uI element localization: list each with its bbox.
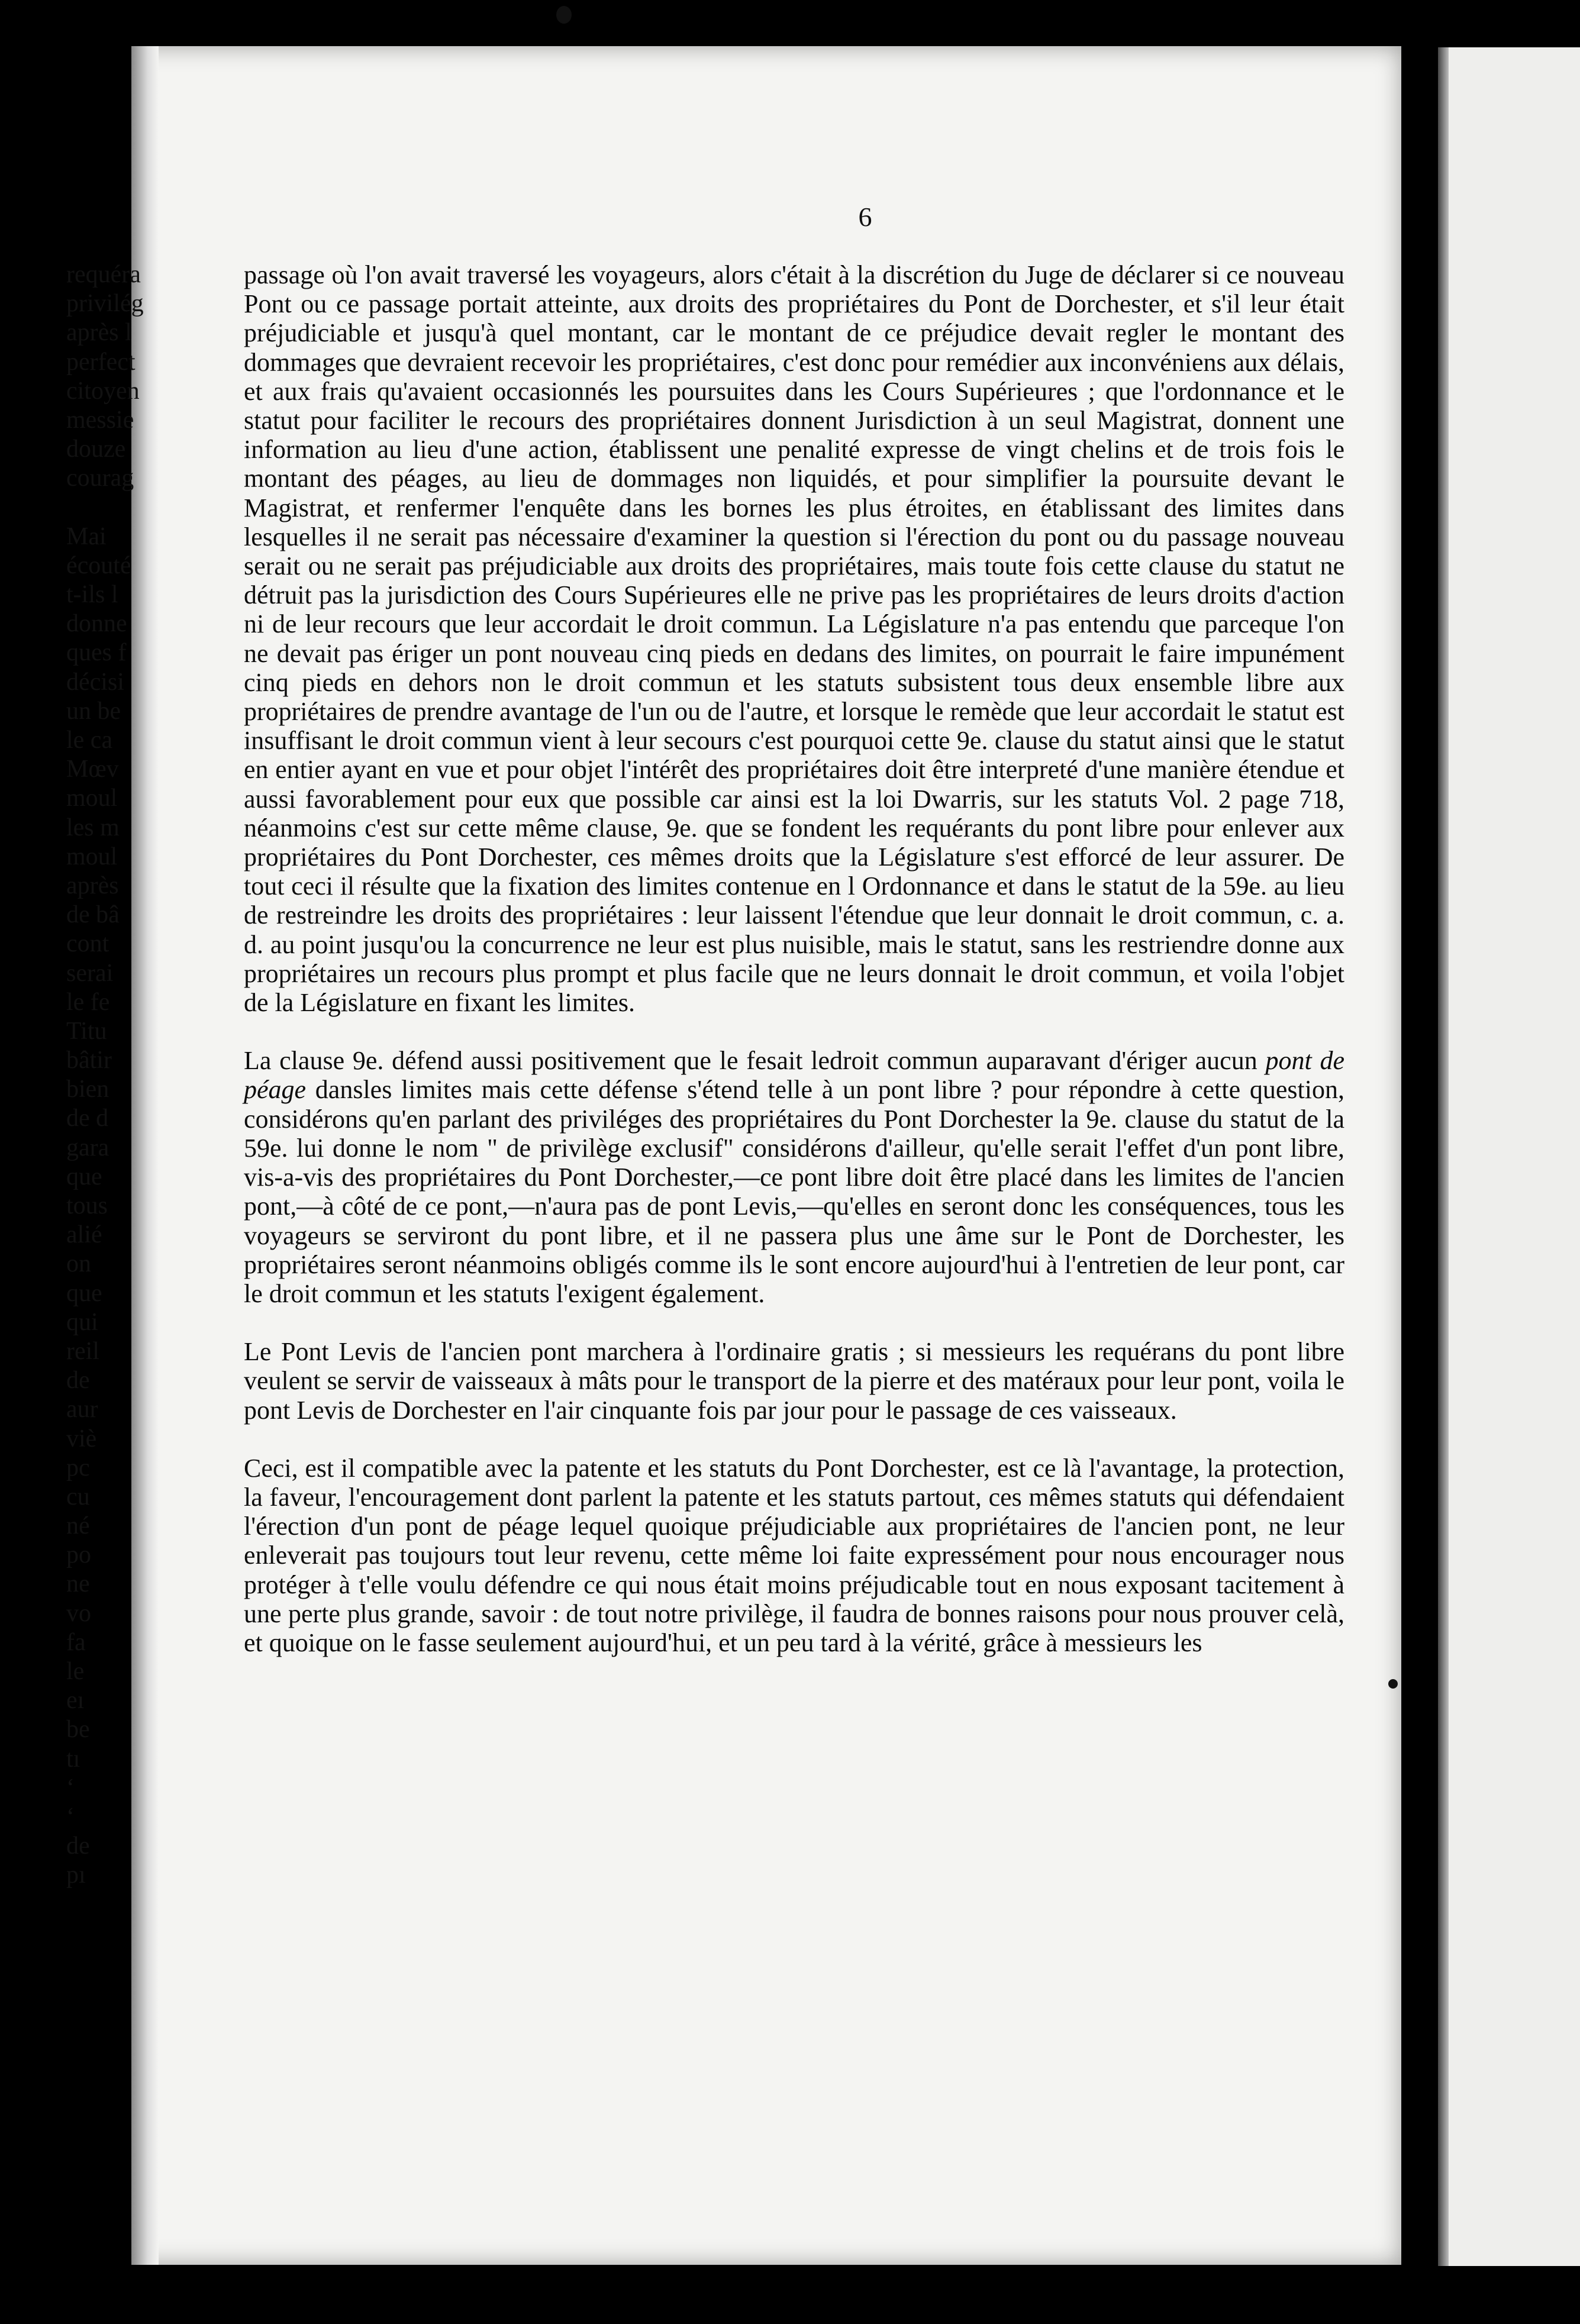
- facing-page-line: vo: [66, 1599, 91, 1627]
- paragraph-2: [244, 1046, 1344, 1308]
- scan-speck: [1388, 1679, 1398, 1689]
- facing-page-line: que: [66, 1163, 102, 1190]
- facing-page-line: on: [66, 1250, 91, 1278]
- facing-page-line: messie: [66, 406, 134, 434]
- facing-page-line: t-ils l: [66, 581, 118, 609]
- facing-page-line: eı: [66, 1687, 85, 1715]
- facing-page-line: ques f: [66, 639, 127, 667]
- facing-page-line: po: [66, 1541, 91, 1569]
- facing-page-line: Mai: [66, 522, 107, 550]
- facing-page-line: les m: [66, 814, 120, 841]
- facing-page-line: de d: [66, 1105, 109, 1132]
- facing-page-line: Titu: [66, 1017, 107, 1045]
- facing-page-line: be: [66, 1716, 90, 1744]
- paragraph-3: Le Pont Levis de l'ancien pont marchera à l'ordinaire gratis ; si messieurs les requérans du pont libre veulent se servir de vaisseaux à mâts pour le transport de la pierre et des matéraux pour leur pont, voila le pont Levis de Dorchester en l'air cinquante fois par jour pour le passage de ces vaisseaux.: [244, 1337, 1344, 1425]
- facing-page-line: moul: [66, 843, 118, 870]
- facing-page-line: de: [66, 1832, 90, 1860]
- facing-page-line: douze: [66, 435, 126, 463]
- paragraph-2-part-b: dansles limites mais cette défense s'étend telle à un pont libre ? pour répondre à cette question, considérons qu'en parlant des priviléges des propriétaires du Pont Dorchester la 9e. clause du statut de la 59e. lui donne le nom " de privilège exclusif" considérons d'ailleur, qu'elle serait l'effet d'un pont libre, vis-a-vis des propriétaires du Pont Dorchester,—ce pont libre doit être placé dans les limites de l'ancien pont,—à côté de ce pont,—n'aura pas de pont Levis,—qu'elles en seront donc les conséquences, tous les voyageurs se serviront du pont libre, et il ne passera plus une âme sur le Pont de Dorchester, les propriétaires seront néanmoins obligés comme ils le sont encore aujourd'hui à l'entretien de leur pont, car le droit commun et les statuts l'exigent également.: [244, 1075, 1344, 1308]
- facing-page-line: viè: [66, 1425, 97, 1452]
- facing-page-line: qui: [66, 1308, 98, 1336]
- facing-page-line: écouté: [66, 551, 131, 579]
- facing-page-line: serai: [66, 959, 114, 987]
- facing-page-line: requéra: [66, 261, 141, 288]
- facing-page-line: bâtir: [66, 1047, 112, 1074]
- facing-page-line: bien: [66, 1076, 109, 1103]
- facing-page-line: gara: [66, 1134, 109, 1161]
- facing-page-line: un be: [66, 697, 121, 725]
- facing-page-gutter: [1438, 47, 1449, 2266]
- facing-page-line: ‘: [66, 1774, 75, 1802]
- paragraph-2-part-a: La clause 9e. défend aussi positivement que le fesait ledroit commun auparavant d'ériger aucun: [244, 1046, 1257, 1076]
- facing-page-lines: [66, 260, 185, 1890]
- page-body: [244, 260, 1344, 1686]
- facing-page-line: aur: [66, 1396, 98, 1424]
- facing-page-line: ne: [66, 1570, 90, 1598]
- facing-page-line: de bâ: [66, 901, 120, 929]
- facing-page-line: cu: [66, 1483, 90, 1510]
- facing-page-line: courag: [66, 464, 134, 492]
- paragraph-1: passage où l'on avait traversé les voyageurs, alors c'était à la discrétion du Juge de déclarer si ce nouveau Pont ou ce passage portait atteinte, aux droits des propriétaires du Pont de Dorchester, et s'il leur était préjudiciable et jusqu'à quel montant, car le montant de ce préjudice devait regler le montant des dommages que devraient recevoir les propriétaires, c'est donc pour remédier aux inconvéniens aux délais, et aux frais qu'avaient occasionnés les poursuites dans les Cours Supérieures ; que l'ordonnance et le statut pour faciliter le recours des propriétaires donnent Jurisdiction à un seul Magistrat, donnent une information au lieu d'une action, établissent une penalité expresse de vingt chelins et de trois fois le montant des péages, au lieu de dommages non liquidés, et pour simplifier la poursuite devant le Magistrat, et renfermer l'enquête dans les bornes les plus étroites, en établissant des limites dans lesquelles il ne serait pas nécessaire d'examiner la question si l'érection du pont ou du passage nouveau serait ou ne serait pas préjudiciable aux droits des propriétaires, mais toute fois cette clause du statut ne détruit pas la jurisdiction des Cours Supérieures elle ne prive pas les propriétaires de leurs droits d'action ni de leur recours que leur accordait le droit commun. La Législature n'a pas entendu que parceque l'on ne devait pas ériger un pont nouveau cinq pieds en dedans des limites, on pourrait le faire impunément cinq pieds en dehors non le droit commun et les statuts subsistent tous deux ensemble libre aux propriétaires de prendre avantage de l'un ou de l'autre, et lorsque le remède que leur accordait le statut est insuffisant le droit commun vient à leur secours c'est pourquoi cette 9e. clause du statut ainsi que le statut en entier ayant en vue et pour objet l'intérêt des propriétaires doit être interpreté d'une manière étendue et aussi favorablement pour eux que possible car ainsi est la loi Dwarris, sur les statuts Vol. 2 page 718, néanmoins c'est sur cette même clause, 9e. que se fondent les requérants du pont libre pour enlever aux propriétaires du Pont Dorchester, ces mêmes droits que la Législature s'est efforcé de leur assurer. De tout ceci il résulte que la fixation des limites contenue en l Ordonnance et dans le statut de la 59e. au lieu de restreindre les droits des propriétaires : leur laissent l'étendue que leur donnait le droit commun, c. a. d. au point jusqu'ou la concurrence ne leur est plus nuisible, mais le statut, sans les restriendre donne aux propriétaires un recours plus prompt et plus facile que ne leurs donnait le droit commun, et voila l'objet de la Législature en fixant les limites.: [244, 260, 1344, 1018]
- facing-page-line: pı: [66, 1861, 86, 1889]
- facing-page-line: Mœv: [66, 756, 119, 783]
- facing-page-line: privilég: [66, 290, 144, 318]
- facing-page-line: après l: [66, 319, 132, 347]
- facing-page-line: né: [66, 1512, 90, 1540]
- facing-page-line: décisi: [66, 668, 124, 696]
- facing-page-line: le: [66, 1658, 85, 1685]
- facing-page-line: ‘: [66, 1803, 75, 1831]
- facing-page-line: citoyen: [66, 377, 140, 405]
- scan-speck: [556, 6, 572, 24]
- paragraph-4: Ceci, est il compatible avec la patente et les statuts du Pont Dorchester, est ce là l'avantage, la protection, la faveur, l'encouragement dont parlent la patente et les statuts partout, ces mêmes statuts qui défendaient l'érection d'un pont de péage lequel quoique préjudiciable aux propriétaires de l'ancien pont, ne leur enleverait pas toujours tout leur revenu, cette même loi faite expressément pour nous encourager nous protéger à t'elle voulu défendre ce qui nous était moins préjudicable tout en nous exposant tacitement à une perte plus grande, savoir : de tout notre privilège, il faudra de bonnes raisons pour nous prouver celà, et quoique on le fasse seulement aujourd'hui, et un peu tard à la vérité, grâce à messieurs les: [244, 1453, 1344, 1657]
- facing-page-line: perfect: [66, 348, 136, 376]
- facing-page-line: le ca: [66, 727, 113, 754]
- facing-page-line: cont: [66, 930, 109, 958]
- facing-page-line: donne: [66, 610, 127, 638]
- facing-page-line: que: [66, 1279, 102, 1307]
- facing-page-line: le fe: [66, 988, 110, 1016]
- facing-page-line: moul: [66, 785, 118, 812]
- facing-page-line: tı: [66, 1745, 80, 1773]
- facing-page-line: reil: [66, 1337, 99, 1365]
- facing-page-fragment: [1438, 47, 1580, 2266]
- page-number: 6: [858, 202, 872, 232]
- facing-page-line: fa: [66, 1628, 86, 1656]
- facing-page-line: [66, 493, 185, 522]
- facing-page-line: tous: [66, 1192, 108, 1219]
- facing-page-line: après: [66, 872, 119, 899]
- facing-page-line: alié: [66, 1221, 102, 1249]
- facing-page-line: de: [66, 1367, 90, 1395]
- facing-page-line: pc: [66, 1454, 90, 1481]
- paragraph-2-italic: pont de péage: [244, 1046, 1344, 1105]
